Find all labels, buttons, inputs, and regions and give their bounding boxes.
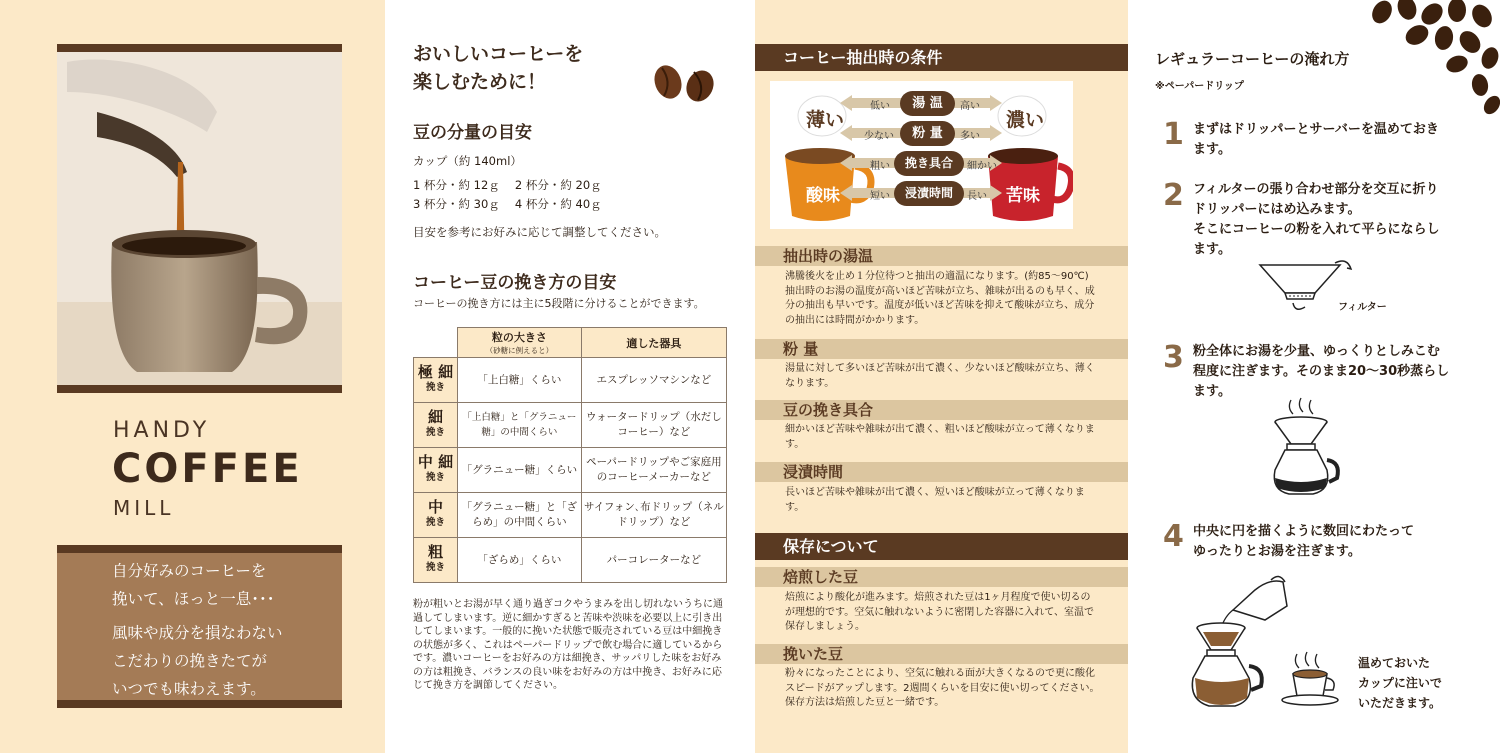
condition-more: 多い: [960, 131, 980, 142]
tagline-line: 挽いて、ほっと一息･･･: [112, 590, 275, 608]
table-corner: [414, 328, 458, 358]
cup-label: カップ（約 140ml）: [413, 154, 522, 168]
table-row: [414, 538, 727, 583]
brewing-subtitle: ※ペーパードリップ: [1155, 81, 1244, 92]
photo-divider: [57, 385, 342, 393]
top-divider: [57, 44, 342, 52]
brand-handy: HANDY: [113, 418, 211, 443]
coffee-beans-icon: [1362, 0, 1500, 115]
guide-title: [413, 40, 583, 96]
step-number: 2: [1163, 178, 1184, 213]
guide-title-line1: おいしいコーヒーを: [413, 43, 584, 65]
step-text: フィルターの張り合わせ部分を交互に折り ドリッパーにはめ込みます。 そこにコーヒーの粉を入れて平らにならし ます。: [1193, 182, 1440, 257]
grind-level: 極 細 挽き: [414, 358, 458, 403]
grind-level: 粗 挽き: [414, 538, 458, 583]
amount-row: 3 杯分・約 30ｇ 4 杯分・約 40ｇ: [413, 197, 602, 211]
section-title: 抽出時の湯温: [755, 246, 1128, 266]
step-text: まずはドリッパーとサーバーを温めておき ます。: [1193, 122, 1439, 157]
grind-level: 中 挽き: [414, 493, 458, 538]
table-row: [414, 493, 727, 538]
amount-row: 1 杯分・約 12ｇ 2 杯分・約 20ｇ: [413, 178, 602, 192]
tagline-box: [57, 553, 342, 700]
condition-less: 少ない: [864, 131, 894, 142]
table-header-size: 粒の大きさ （砂糖に例えると）: [458, 328, 582, 358]
grind-tool: サイフォン､布ドリップ（ネルドリップ）など: [581, 493, 726, 538]
tagline-line: こだわりの挽きたてが: [112, 652, 268, 670]
section-text: 沸騰後火を止め１分位待つと抽出の適温になります。(約85〜90℃) 抽出時のお湯の温度が高いほど苦味が立ち、雑味が出るのも早く、成分の抽出も早いです。温度が低いほど苦味を抑えて酸味が立ち、成分の抽出には時間がかかります。: [785, 271, 1095, 326]
condition-long: 長い: [967, 191, 987, 202]
section-title: 粉 量: [755, 339, 1128, 359]
conditions-heading: コーヒー抽出時の条件: [755, 44, 1128, 71]
grind-tool: エスプレッソマシンなど: [581, 358, 726, 403]
grind-level: 細 挽き: [414, 403, 458, 448]
section-text: 長いほど苦味や雑味が出て濃く、短いほど酸味が立って薄くなります。: [785, 487, 1085, 513]
condition-high: 高い: [960, 101, 980, 112]
section-title: 豆の挽き具合: [755, 400, 1128, 420]
grind-table: [413, 327, 727, 583]
extraction-diagram: [770, 81, 1073, 229]
dripper-server-icon: [1265, 390, 1345, 500]
section-title: 浸漬時間: [755, 462, 1128, 482]
filter-label: フィルター: [1338, 302, 1387, 313]
final-note: 温めておいた カップに注いで いただきます。: [1358, 656, 1442, 710]
storage-text: 粉々になったことにより、空気に触れる面が大きくなるので更に酸化スピードがアップします。2週間くらいを目安に使い切ってください。保存方法は焙煎した豆と一緒です。: [785, 668, 1100, 708]
table-header-tool: 適した器具: [581, 328, 726, 358]
tagline-top-bar: [57, 545, 342, 553]
step-text: 粉全体にお湯を少量、ゆっくりとしみこむ 程度に注ぎます。そのまま20〜30秒蒸らし ます。: [1193, 344, 1450, 399]
storage-text: 焙煎により酸化が進みます。焙煎された豆は1ヶ月程度で使い切るのが理想的です。空気に触れないように密閉した容器に入れて、室温で保存しましょう。: [785, 592, 1094, 632]
amount-heading: 豆の分量の目安: [413, 123, 532, 143]
bitter-label: 苦味: [1006, 186, 1040, 206]
condition-low: 低い: [870, 101, 890, 112]
tagline-line: 自分好みのコーヒーを: [112, 562, 267, 580]
table-row: [414, 403, 727, 448]
section-text: 細かいほど苦味や雑味が出て濃く、粗いほど酸味が立って薄くなります。: [785, 424, 1095, 450]
coffee-pour-photo: [57, 52, 342, 385]
tagline-line: 風味や成分を損なわない: [112, 624, 283, 642]
grind-size: 「グラニュー糖」と「ざらめ」の中間くらい: [458, 493, 582, 538]
section-text: 湯量に対して多いほど苦味が出て濃く、少ないほど酸味が立ち、薄くなります。: [785, 363, 1095, 389]
condition-powder: 粉 量: [900, 121, 955, 146]
grind-heading: コーヒー豆の挽き方の目安: [413, 273, 617, 293]
storage-heading: 保存について: [755, 533, 1128, 560]
condition-fine: 細かい: [967, 161, 997, 172]
brand-coffee: COFFEE: [112, 446, 303, 492]
brand-mill: MILL: [113, 496, 175, 520]
coffee-beans-icon: [650, 60, 720, 105]
grind-size: 「ざらめ」くらい: [458, 538, 582, 583]
guide-title-line2: 楽しむために！: [413, 71, 547, 93]
grind-tool: パーコレーターなど: [581, 538, 726, 583]
grind-size: 「上白糖」と「グラニュー糖」の中間くらい: [458, 403, 582, 448]
condition-coarse: 粗い: [870, 161, 890, 172]
table-row: [414, 358, 727, 403]
brewing-title: レギュラーコーヒーの淹れ方: [1155, 50, 1350, 68]
step-number: 3: [1163, 340, 1184, 375]
grind-paragraph: 粉が粗いとお湯が早く通り過ぎコクやうまみを出し切れないうちに通過してしまいます。逆に細かすぎると苦味や渋味を必要以上に引き出してしまいます。一般的に挽いた状態で販売されている豆は中細挽きの状態が多く、これはペーパードリップで飲む場合に適しているからです。濃いコーヒーをお好みの方は細挽き、サッパリした味をお好みの方は粗挽き、バランスの良い味をお好みの方は中挽き、お好みに応じて挽き方を調節してください。: [413, 599, 723, 691]
step-number: 1: [1163, 117, 1184, 152]
storage-title: 挽いた豆: [755, 644, 1128, 664]
grind-intro: コーヒーの挽き方には主に5段階に分けることができます。: [413, 297, 705, 310]
amount-note: 目安を参考にお好みに応じて調整してください。: [413, 225, 666, 239]
sour-label: 酸味: [806, 186, 840, 206]
tagline-bottom-bar: [57, 700, 342, 708]
condition-short: 短い: [870, 191, 890, 202]
condition-water-temp: 湯 温: [900, 91, 955, 116]
light-label: 薄い: [806, 109, 845, 131]
condition-steep: 浸漬時間: [894, 181, 964, 206]
cover-panel: [0, 0, 385, 753]
coffee-cup-icon: [1275, 650, 1350, 710]
storage-title: 焙煎した豆: [755, 567, 1128, 587]
tagline-line: いつでも味わえます。: [112, 680, 266, 698]
grind-tool: ペーパードリップやご家庭用のコーヒーメーカーなど: [581, 448, 726, 493]
step-text: 中央に円を描くように数回にわたって ゆったりとお湯を注ぎます。: [1193, 524, 1415, 559]
strong-label: 濃い: [1006, 109, 1045, 131]
grind-size: 「上白糖」くらい: [458, 358, 582, 403]
step-number: 4: [1163, 519, 1184, 554]
grind-tool: ウォータードリップ（水だしコーヒー）など: [581, 403, 726, 448]
table-header-row: [414, 328, 727, 358]
grind-size: 「グラニュー糖」くらい: [458, 448, 582, 493]
condition-grind: 挽き具合: [894, 151, 964, 176]
grind-level: 中 細 挽き: [414, 448, 458, 493]
table-row: [414, 448, 727, 493]
